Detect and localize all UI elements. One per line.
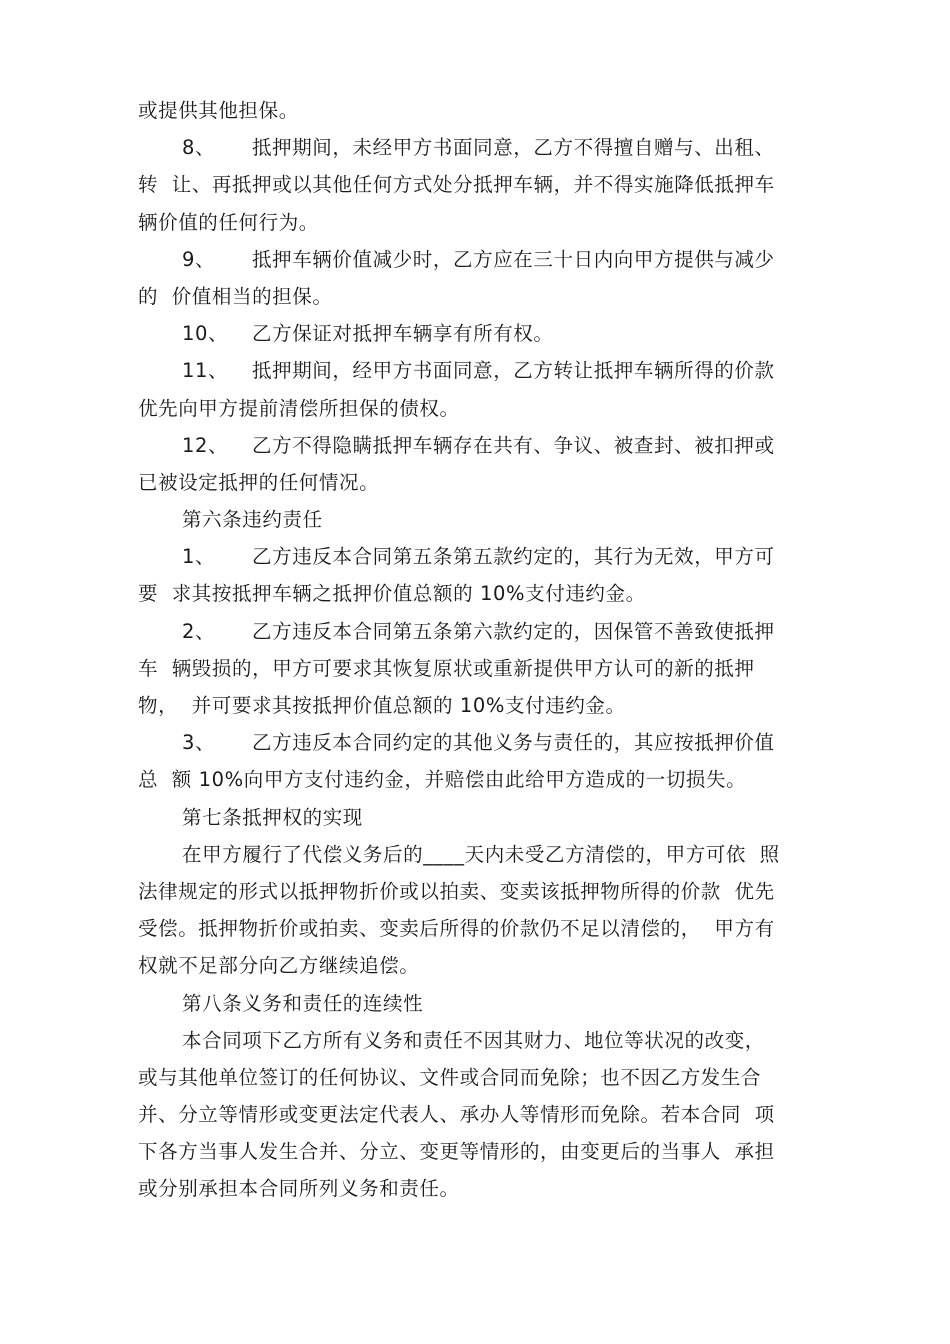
clause-number: 12、: [182, 433, 229, 457]
clause-text: 乙方违反本合同第五条第五款约定的，其行为无效，甲方可: [252, 545, 775, 569]
clause-number: 3、: [182, 731, 216, 755]
clause-8: [138, 129, 828, 166]
text-line: 要 求其按抵押车辆之抵押价值总额的 10%支付违约金。: [138, 582, 646, 606]
text-line: 已被设定抵押的任何情况。: [138, 470, 380, 494]
text-line: 受偿。抵押物折价或拍卖、变卖后所得的价款仍不足以清偿的， 甲方有: [138, 917, 775, 941]
text-line: 或提供其他担保。: [138, 99, 299, 122]
clause-text: 抵押期间，经甲方书面同意，乙方转让抵押车辆所得的价款: [252, 359, 775, 383]
paragraph-7-line: 在甲方履行了代偿义务后的____天内未受乙方清偿的，甲方可依 照: [182, 842, 780, 866]
text-line: 下各方当事人发生合并、分立、变更等情形的，由变更后的当事人 承担: [138, 1140, 775, 1164]
article-6-item-3: [138, 724, 828, 761]
text-line: 转 让、再抵押或以其他任何方式处分抵押车辆，并不得实施降低抵押车: [138, 173, 775, 197]
paragraph-8-line: 本合同项下乙方所有义务和责任不因其财力、地位等状况的改变，: [182, 1028, 765, 1052]
clause-number: 9、: [182, 247, 216, 271]
text-line: 物， 并可要求其按抵押价值总额的 10%支付违约金。: [138, 694, 626, 717]
section-heading-7: 第七条抵押权的实现: [182, 805, 363, 829]
clause-number: 1、: [182, 545, 216, 569]
clause-10: [138, 315, 828, 352]
clause-text: 抵押期间，未经甲方书面同意，乙方不得擅自赠与、出租、: [252, 136, 775, 160]
clause-text: 乙方违反本合同第五条第六款约定的，因保管不善致使抵押: [252, 619, 775, 643]
clause-text: 乙方违反本合同约定的其他义务与责任的，其应按抵押价值: [252, 731, 775, 755]
text-line: 法律规定的形式以抵押物折价或以拍卖、变卖该抵押物所得的价款 优先: [138, 879, 775, 903]
text-line: 优先向甲方提前清偿所担保的债权。: [138, 396, 460, 420]
clause-number: 10、: [182, 322, 229, 346]
text-line: 车 辆毁损的，甲方可要求其恢复原状或重新提供甲方认可的新的抵押: [138, 656, 755, 680]
text-line: 的 价值相当的担保。: [138, 284, 333, 308]
clause-12: [138, 427, 828, 464]
clause-text: 乙方不得隐瞒抵押车辆存在共有、争议、被查封、被扣押或: [252, 433, 775, 457]
document-page: [138, 92, 828, 1208]
text-line: 辆价值的任何行为。: [138, 210, 319, 234]
clause-number: 8、: [182, 136, 216, 160]
article-6-item-2: [138, 613, 828, 650]
text-line: 并、分立等情形或变更法定代表人、承办人等情形而免除。若本合同 项: [138, 1103, 775, 1127]
text-line: 总 额 10%向甲方支付违约金，并赔偿由此给甲方造成的一切损失。: [138, 768, 747, 792]
clause-text: 抵押车辆价值减少时，乙方应在三十日内向甲方提供与减少: [252, 247, 775, 271]
article-6-item-1: [138, 538, 828, 575]
text-line: 权就不足部分向乙方继续追偿。: [138, 954, 420, 978]
section-heading-8: 第八条义务和责任的连续性: [182, 991, 424, 1015]
text-line: 或与其他单位签订的任何协议、文件或合同而免除；也不因乙方发生合: [138, 1065, 762, 1089]
text-line: 或分别承担本合同所列义务和责任。: [138, 1177, 460, 1201]
clause-number: 11、: [182, 359, 229, 383]
section-heading-6: 第六条违约责任: [182, 508, 323, 532]
clause-number: 2、: [182, 619, 216, 643]
clause-9: [138, 241, 828, 278]
clause-text: 乙方保证对抵押车辆享有所有权。: [252, 322, 554, 346]
clause-11: [138, 352, 828, 389]
